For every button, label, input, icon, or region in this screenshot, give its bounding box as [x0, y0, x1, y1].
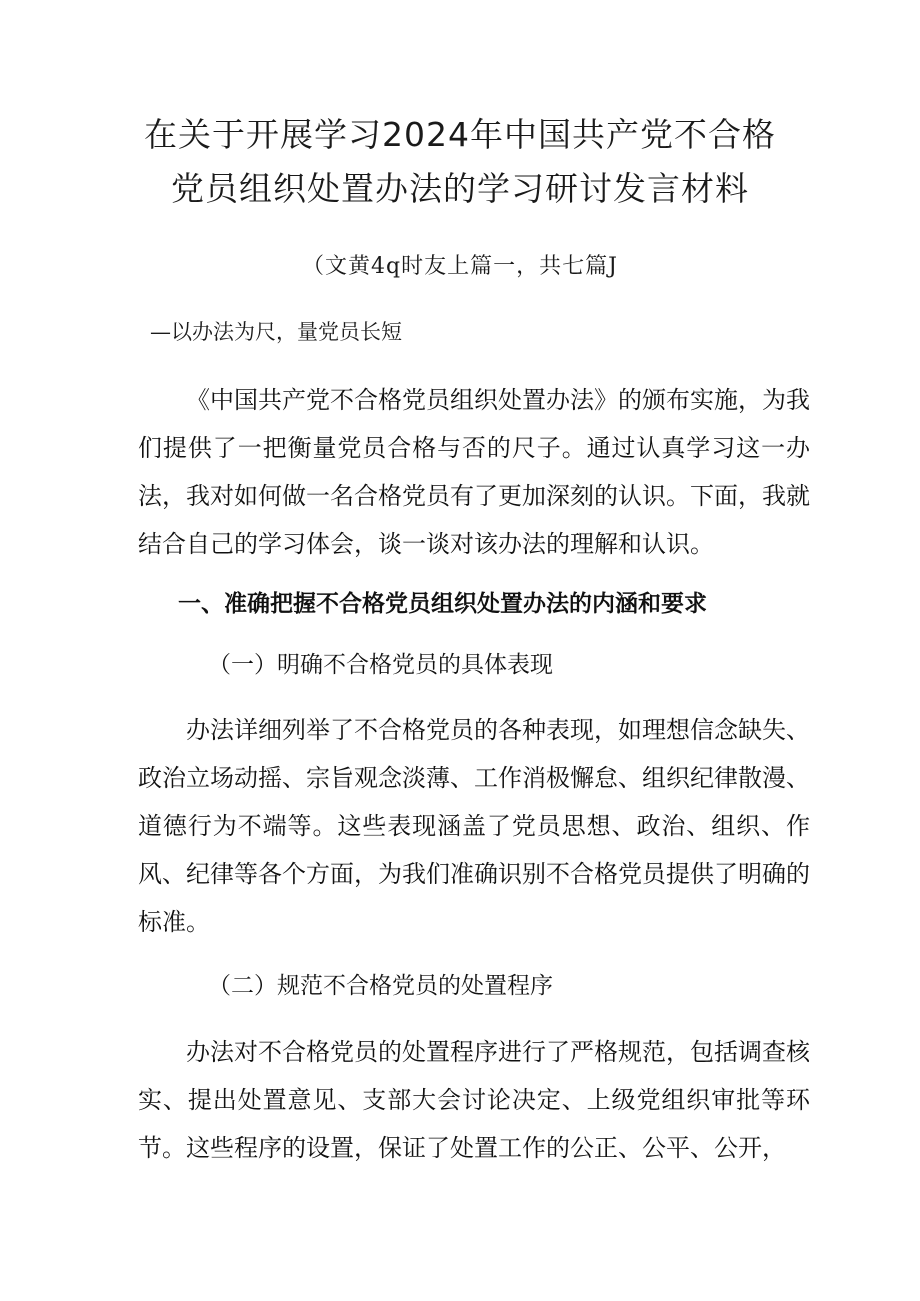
- subsection-heading-1: （一）明确不合格党员的具体表现: [208, 652, 553, 678]
- section-heading-1: 一、准确把握不合格党员组织处置办法的内涵和要求: [178, 591, 707, 617]
- subsection-1-paragraph: 办法详细列举了不合格党员的各种表现，如理想信念缺失、政治立场动摇、宗旨观念淡薄、工作消极懈怠、组织纪律散漫、道德行为不端等。这些表现涵盖了党员思想、政治、组织、作风、纪律等各个方面，为我们准确识别不合格党员提供了明确的标准。: [138, 716, 810, 936]
- subsection-2-paragraph: 办法对不合格党员的处置程序进行了严格规范，包括调查核实、提出处置意见、支部大会讨论决定、上级党组织审批等环节。这些程序的设置，保证了处置工作的公正、公平、公开，: [138, 1038, 810, 1162]
- document-tagline: —以办法为尺，量党员长短: [150, 320, 402, 344]
- title-line-1: 在关于开展学习2024年中国共产党不合格: [144, 115, 776, 154]
- document-title: [80, 108, 840, 216]
- intro-paragraph: 《中国共产党不合格党员组织处置办法》的颁布实施，为我们提供了一把衡量党员合格与否的尺子。通过认真学习这一办法，我对如何做一名合格党员有了更加深刻的认识。下面，我就结合自己的学习体会，谈一谈对该办法的理解和认识。: [138, 386, 810, 558]
- subsection-heading-2: （二）规范不合格党员的处置程序: [208, 973, 553, 999]
- title-line-2: 党员组织处置办法的学习研讨发言材料: [171, 169, 749, 208]
- document-subtitle: （文黄4q时友上篇一，共七篇J: [302, 254, 618, 279]
